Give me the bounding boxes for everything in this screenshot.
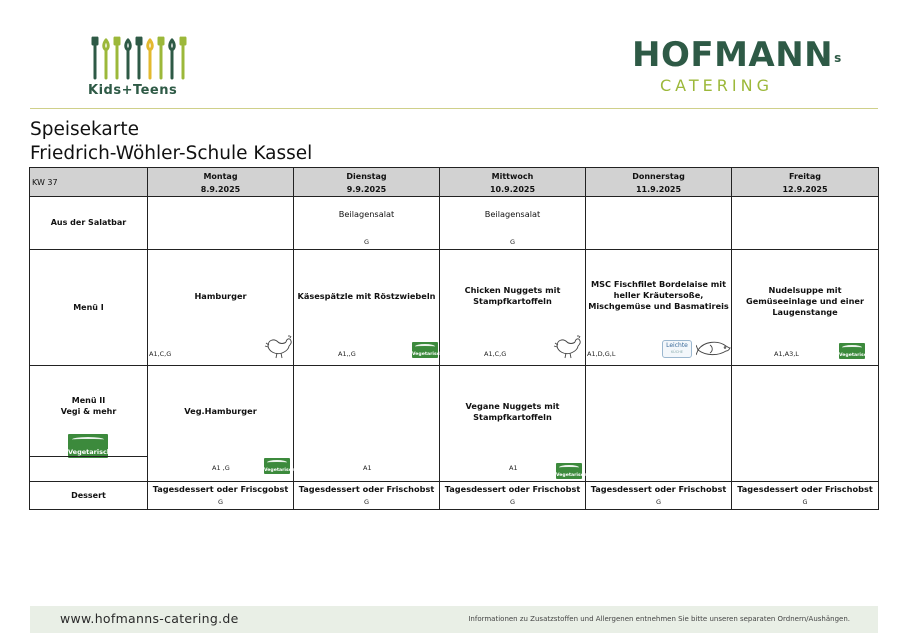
allergen-code: G (509, 498, 516, 506)
salad-cell-tuesday (294, 197, 440, 250)
dish-text: Hamburger (194, 291, 247, 301)
table-header-row (30, 168, 879, 197)
allergen-code: G (509, 238, 516, 246)
allergen-code: A1,C,G (149, 350, 172, 358)
menu1-cell-friday (732, 250, 879, 366)
badge-subtext: KÜCHE (670, 350, 684, 354)
kids-teens-logo (86, 36, 196, 102)
vegetarian-badge (412, 342, 443, 358)
header-divider (30, 108, 878, 109)
leaf-icon (842, 345, 862, 350)
row-label-text: Dessert (71, 491, 106, 500)
day-header-friday (732, 168, 879, 197)
day-name: Donnerstag (632, 172, 685, 181)
dish-text: Tagesdessert oder Frischobst (590, 484, 727, 494)
badge-text: Vegetarisch (556, 473, 587, 478)
day-name: Dienstag (346, 172, 387, 181)
allergen-code: G (363, 238, 370, 246)
badge-text: Vegetarisch (68, 448, 112, 456)
day-date: 11.9.2025 (635, 185, 682, 194)
menu1-row (30, 250, 879, 366)
leichte-kueche-badge (662, 340, 692, 358)
day-name: Freitag (788, 172, 821, 181)
dessert-cell-monday (148, 482, 294, 510)
menu1-cell-monday (148, 250, 294, 366)
salad-cell-thursday (586, 197, 732, 250)
brand-name-text: HOFMANN (632, 35, 834, 75)
dessert-cell-wednesday (440, 482, 586, 510)
day-header-tuesday (294, 168, 440, 197)
day-header-monday (148, 168, 294, 197)
dish-text: Veg.Hamburger (184, 406, 257, 416)
allergen-code: G (655, 498, 662, 506)
row-label-menu2 (30, 366, 148, 482)
hofmanns-catering-logo (632, 35, 842, 95)
dessert-cell-friday (732, 482, 879, 510)
day-date: 12.9.2025 (782, 185, 828, 194)
day-date: 8.9.2025 (200, 185, 241, 194)
allergen-code: A1,C,G (484, 350, 507, 358)
label-divider (29, 456, 148, 457)
vegetarian-badge (264, 458, 295, 474)
title-line-2: Friedrich-Wöhler-Schule Kassel (30, 143, 313, 164)
day-date: 10.9.2025 (489, 185, 536, 194)
allergen-code: G (217, 498, 224, 506)
day-date: 9.9.2025 (346, 185, 387, 194)
row-label-text: Menü I (73, 303, 104, 312)
dish-text: Tagesdessert oder Frischobst (444, 484, 581, 494)
vegetarian-badge (556, 463, 587, 479)
week-label: KW 37 (30, 168, 148, 197)
kids-teens-logo-text: Kids+Teens (88, 83, 178, 98)
allergen-code: G (363, 498, 370, 506)
dish-text: Tagesdessert oder Frischobst (737, 484, 873, 494)
salad-cell-monday (148, 197, 294, 250)
brand-name (632, 35, 842, 75)
vegetarian-badge (839, 343, 870, 359)
leaf-icon (559, 465, 579, 470)
badge-text: Leichte (666, 342, 688, 349)
badge-text: Vegetarisch (264, 468, 295, 473)
leaf-icon (267, 460, 287, 465)
allergen-code: A1 ,G (212, 464, 230, 472)
row-label-menu1 (30, 250, 148, 366)
dessert-cell-thursday (586, 482, 732, 510)
dish-text: MSC Fischfilet Bordelaise mit heller Kräutersoße, Mischgemüse und Basmatireis (588, 279, 729, 311)
dish-text: Tagesdessert oder Friscgobst (152, 484, 289, 494)
row-label-salad (30, 197, 148, 250)
dessert-row (30, 482, 879, 510)
menu1-cell-tuesday (294, 250, 443, 366)
menu2-cell-tuesday (294, 366, 440, 482)
menu-table (29, 167, 879, 510)
day-name: Montag (203, 172, 238, 181)
dish-text: Nudelsuppe mit Gemüseeinlage und einer Laugenstange (746, 285, 864, 317)
brand-subtitle: CATERING (660, 76, 773, 95)
menu1-cell-thursday (586, 250, 732, 366)
allergen-code: G (802, 498, 808, 506)
day-header-wednesday (440, 168, 586, 197)
leaf-icon (415, 344, 435, 349)
footer-bar (30, 606, 878, 633)
footer-url[interactable]: www.hofmanns-catering.de (60, 611, 239, 626)
salad-row (30, 197, 879, 250)
fish-icon (696, 338, 732, 358)
title-line-1: Speisekarte (30, 119, 139, 140)
badge-text: Vegetarisch (412, 352, 443, 357)
menu2-cell-monday (148, 366, 294, 482)
row-label-dessert (30, 482, 148, 510)
leaf-icon (72, 437, 104, 442)
dish-text: Tagesdessert oder Frischobst (298, 484, 435, 494)
allergen-code: A1 (363, 464, 372, 472)
dish-text: Chicken Nuggets mit Stampfkartoffeln (464, 285, 561, 306)
cutlery-icon (90, 36, 190, 80)
allergen-code: A1,D,G,L (587, 350, 616, 358)
vegetarian-badge (68, 434, 112, 458)
menu2-cell-friday (732, 366, 879, 482)
menu1-cell-wednesday (440, 250, 586, 366)
chicken-icon (553, 334, 583, 360)
footer-note: Informationen zu Zusatzstoffen und Allergenen entnehmen Sie bitte unseren separaten Ordnern/Aushängen. (468, 615, 850, 623)
dish-text: Beilagensalat (484, 209, 541, 219)
salad-cell-wednesday (440, 197, 586, 250)
menu2-row (30, 366, 879, 482)
row-label-subtext: Vegi & mehr (60, 407, 117, 416)
day-name: Mittwoch (491, 172, 534, 181)
brand-superscript: s (834, 51, 842, 65)
row-label-text: Menü II (71, 396, 106, 405)
page-title (30, 118, 312, 166)
allergen-code: A1,A3,L (774, 350, 799, 358)
menu2-cell-thursday (586, 366, 732, 482)
salad-cell-friday (732, 197, 879, 250)
dish-text: Käsespätzle mit Röstzwiebeln (297, 291, 436, 301)
menu2-cell-wednesday (440, 366, 586, 482)
chicken-icon (264, 334, 294, 360)
allergen-code: A1,,G (338, 350, 356, 358)
day-header-thursday (586, 168, 732, 197)
dessert-cell-tuesday (294, 482, 440, 510)
badge-text: Vegetarisch (839, 353, 870, 358)
allergen-code: A1 (509, 464, 518, 472)
dish-text: Beilagensalat (338, 209, 395, 219)
row-label-text: Aus der Salatbar (50, 218, 127, 227)
dish-text: Vegane Nuggets mit Stampfkartoffeln (465, 401, 560, 422)
